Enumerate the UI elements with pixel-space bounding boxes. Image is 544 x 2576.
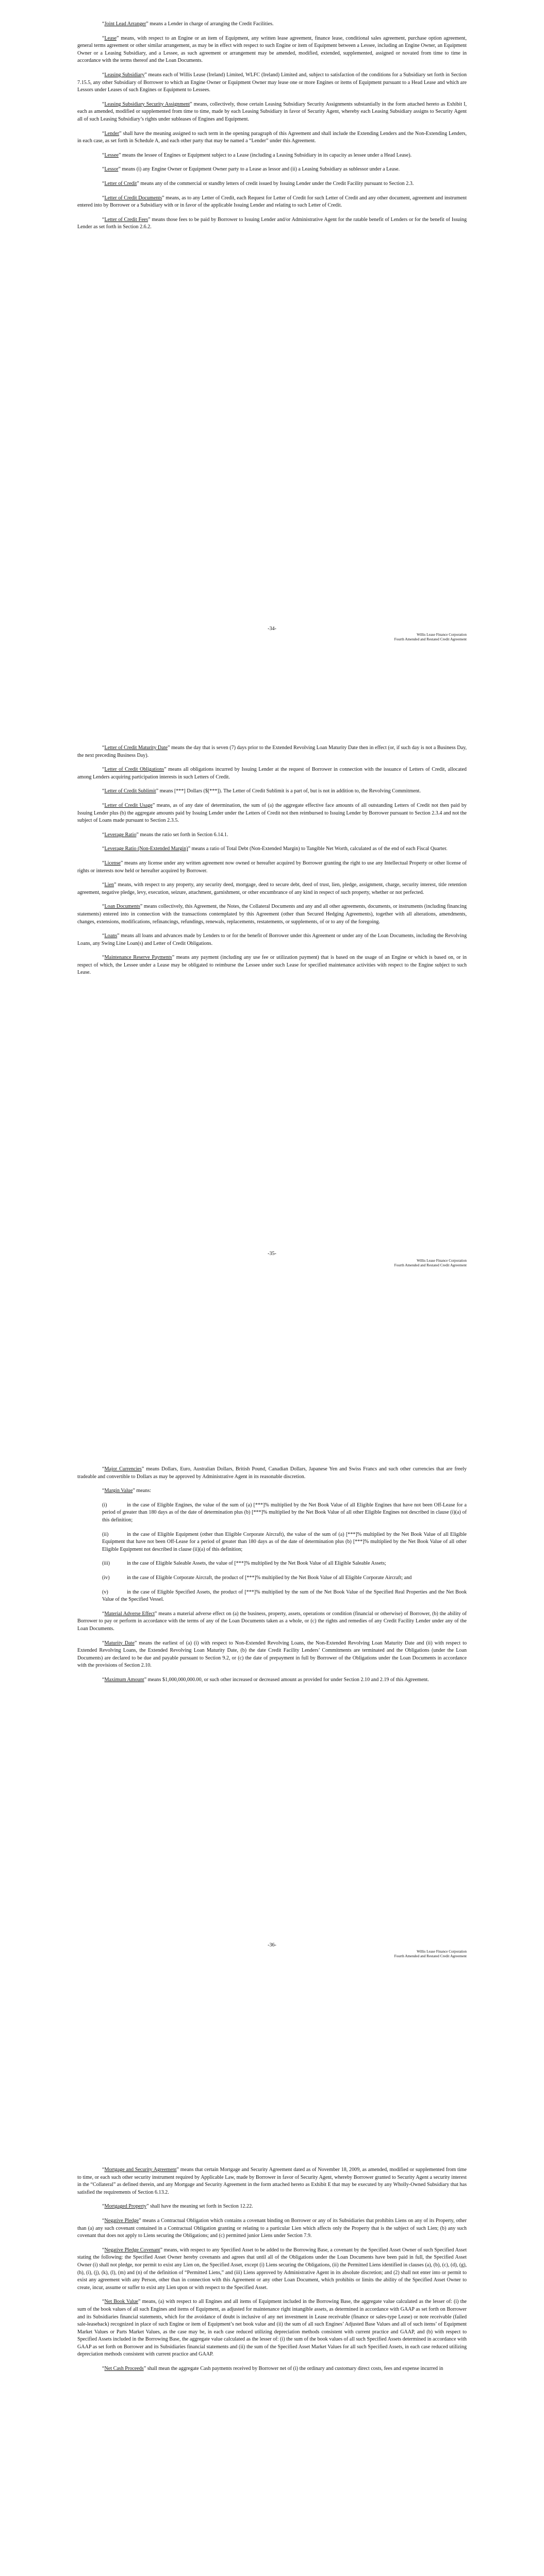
definition: “Negative Pledge” means a Contractual Obligation which contains a covenant binding on Borrower or any of its Subsidiaries that prohibits Liens on any of its Property, other than (a) any such covenant contained in a Contractual Obligation granting or relating to a particular Lien which affects only the Property that is the subject of such Lien; (b) any such covenant that does not apply to Liens securing the Obligations; and (c) permitted junior Liens under Section 7.9. [77, 2217, 467, 2239]
definition: “Leverage Ratio” means the ratio set forth in Section 6.14.1. [102, 832, 228, 838]
page-footer: Willis Lease Finance Corporation Fourth Amended and Restated Credit Agreement [394, 1259, 467, 1267]
page-number: -36- [268, 1942, 276, 1948]
defined-term: Letter of Credit Fees [104, 216, 149, 223]
defined-term: Lessee [104, 152, 119, 158]
defined-term: Joint Lead Arranger [104, 21, 146, 27]
definition: “Lease” means, with respect to an Engine or an item of Equipment, any written lease agreement, finance lease, conditional sales agreement, purchase option agreement, general terms agreement or other similar arrangement, as may be in effect with respect to such Engine or item of Equipment between a Lessee, including an Engine Owner, an Equipment Owner or a Leasing Subsidiary, and a Lessee, as such agreement or arrangement may be amended, modified, extended, supplemented, assigned or novated from time to time in accordance with the terms thereof and the Loan Documents. [77, 35, 467, 64]
defined-term: Leverage Ratio [104, 832, 137, 838]
defined-term: Letter of Credit Maturity Date [104, 745, 168, 751]
definition: “Material Adverse Effect” means a material adverse effect on (a) the business, property, assets, operations or condition (financial or otherwise) of Borrower, (b) the ability of Borrower to pay or perform in accordance with the terms of any of the Loan Documents taken as a whole, or (c) the rights and remedies of any Credit Facility Lender under any of the Loan Documents. [77, 1611, 467, 1632]
definition: “Leasing Subsidiary” means each of Willis Lease (Ireland) Limited, WLFC (Ireland) Limited and, subject to satisfaction of the conditions for a Subsidiary set forth in Section 7.15.5, any other Subsidiary of Borrower to which an Engine Owner or Equipment Owner may lease one or more Engines or items of Equipment pursuant to a Head Lease and which are Lessors under Leases of such Engines or Equipment to Lessees. [77, 72, 467, 93]
page-body [77, 1466, 467, 1690]
page-body [77, 21, 467, 238]
definition: “Mortgaged Property” shall have the meaning set forth in Section 12.22. [102, 2204, 253, 2210]
defined-term: Negative Pledge [104, 2217, 139, 2224]
defined-term: Loan Documents [104, 904, 140, 910]
definition: “Lessor” means (i) any Engine Owner or Equipment Owner party to a Lease as lessor and (ii) a Leasing Subsidiary as sublessor under a Lease. [102, 166, 400, 173]
definition: “Maximum Amount” means $1,000,000,000.00, or such other increased or decreased amount as provided for under Section 2.10 and 2.19 of this Agreement. [102, 1676, 429, 1683]
defined-term: Loans [104, 933, 118, 939]
definition: “Letter of Credit Sublimit” means [***] Dollars ($[***]). The Letter of Credit Sublimit is a part of, but is not in addition to, the Revolving Commitment. [102, 788, 421, 794]
definition: “Negative Pledge Covenant” means, with respect to any Specified Asset to be added to the Borrowing Base, a covenant by the Specified Asset Owner of such Specified Asset stating the following: the Specified Asset Owner hereby covenants and agrees that until all of the Obligations under the Loan Documents have been paid in full, the Specified Asset Owner (i) shall not pledge, nor permit to exist any Lien on, the Specified Asset, except (i) Liens securing the Obligations, (ii) the Permitted Liens identified in clauses (a), (b), (c), (d), (g), (h), (i), (j), (k), (l), (m) and (n) of the definition of “Permitted Liens,” and (iii) Liens approved by Administrative Agent in its absolute discretion; and (2) shall not enter into or permit to exist any agreement with any Person, other than in connection with this Agreement or any other Loan Document, which prohibits or limits the ability of the Specified Asset Owner to create, incur, assume or suffer to exist any Lien upon or with respect to the Specified Asset. [77, 2247, 467, 2291]
definition: “Letter of Credit Fees” means those fees to be paid by Borrower to Issuing Lender and/or Administrative Agent for the ratable benefit of Lenders or for the benefit of Issuing Lender as set forth in Section 2.6.2. [77, 216, 467, 230]
definition: “Maturity Date” means the earliest of (a) (i) with respect to Non-Extended Revolving Loans, the Non-Extended Revolving Loan Maturity Date and (ii) with respect to Extended Revolving Loans, the Extended Revolving Loan Maturity Date, (b) the date Credit Facility Lenders’ Commitments are terminated and the Obligations (under the Loan Documents) are declared to be due and payable pursuant to Section 9.2, or (c) the date of prepayment in full by Borrower of the Obligations under the Loan Documents in accordance with the provisions of Section 2.10. [77, 1640, 467, 1669]
definition: “Letter of Credit Usage” means, as of any date of determination, the sum of (a) the aggregate effective face amounts of all outstanding Letters of Credit not then paid by Issuing Lender plus (b) the aggregate amounts paid by Issuing Lender under the Letters of Credit not then reimbursed to Issuing Lender by Borrower pursuant to Section 2.3.4 and not the subject of Loans made pursuant to Section 2.3.5. [77, 802, 467, 824]
defined-term: Letter of Credit Obligations [104, 767, 164, 773]
definition: “Letter of Credit Documents” means, as to any Letter of Credit, each Request for Letter of Credit for such Letter of Credit and any other document, agreement and instrument entered into by Borrower or a Subsidiary with or in favor of the applicable Issuing Lender and relating to such Letter of Credit. [77, 195, 467, 209]
defined-term: Letter of Credit Documents [104, 195, 162, 201]
defined-term: Maintenance Reserve Payments [104, 955, 172, 961]
definition: “Leasing Subsidiary Security Assignment” means, collectively, those certain Leasing Subsidiary Security Assignments substantially in the form attached hereto as Exhibit I, each as amended, modified or supplemented from time to time, made by each Leasing Subsidiary in favor of Security Agent, whereby each Leasing Subsidiary assigns to Security Agent all of such Leasing Subsidiary’s rights under subleases of Engines and Equipment. [77, 101, 467, 122]
defined-term: Lease [104, 35, 117, 41]
definition: “Joint Lead Arranger” means a Lender in charge of arranging the Credit Facilities. [102, 21, 274, 27]
definition: “Lien” means, with respect to any property, any security deed, mortgage, deed to secure debt, deed of trust, lien, pledge, assignment, charge, security interest, title retention agreement, negative pledge, levy, execution, seizure, attachment, garnishment, or other encumbrance of any kind in respect of such property, whether or not perfected. [77, 882, 467, 895]
defined-term: Leasing Subsidiary Security Assignment [104, 101, 190, 107]
defined-term: Net Cash Proceeds [104, 2366, 144, 2372]
list-item: (ii) in the case of Eligible Equipment (other than Eligible Corporate Aircraft), the value of the sum of (a) [***]% multiplied by the Net Book Value of all Eligible Equipment that have not been Off-Lease for a period of greater than 180 days as of the date of determination plus (b) [***]% multiplied by the Net Book Value of all other Eligible Equipment not described in clause (ii)(a) of this definition; [102, 1531, 467, 1552]
defined-term: Maximum Amount [104, 1676, 144, 1683]
defined-term: Net Book Value [104, 2299, 139, 2305]
page-footer: Willis Lease Finance Corporation Fourth Amended and Restated Credit Agreement [394, 633, 467, 641]
page-36 [0, 1406, 544, 2110]
defined-term: Major Currencies [104, 1466, 142, 1472]
definition: “Net Cash Proceeds” shall mean the aggregate Cash payments received by Borrower net of (i) the ordinary and customary direct costs, fees and expense incurred in [102, 2366, 443, 2372]
definition: “Letter of Credit” means any of the commercial or standby letters of credit issued by Issuing Lender under the Credit Facility pursuant to Section 2.3. [102, 180, 414, 187]
page-footer: Willis Lease Finance Corporation Fourth Amended and Restated Credit Agreement [394, 1950, 467, 1958]
defined-term: Letter of Credit Usage [104, 802, 153, 808]
page-37 [0, 2110, 544, 2576]
defined-term: Margin Value [104, 1488, 133, 1494]
defined-term: Lien [104, 882, 114, 888]
definition: “Net Book Value” means, (a) with respect to all Engines and all items of Equipment included in the Borrowing Base, the aggregate value calculated as the lesser of: (i) the sum of the book values of all such Engines and items of Equipment, as adjusted for maintenance right intangible assets, as determined in accordance with GAAP as set forth on Borrower and its Subsidiaries financial statements, which for the avoidance of doubt is inclusive of any net investment in Lease receivable (finance or sales-type Lease) or note receivable (failed sale-leaseback) recognized in place of such Engine or item of Equipment’s net book value and (ii) the sum of all such Engines’ Adjusted Base Values and all of such items’ of Equipment Market Values or Parts Market Values, as the case may be, in each case reduced utilizing depreciation methods consistent with current practice and GAAP, and (b) with respect to Specified Assets included in the Borrowing Base, the aggregate value calculated as the lesser of: (i) the sum of the book values of all such Specified Assets determined in accordance with GAAP as set forth on Borrower and its Subsidiaries financial statements and (ii) the sum of the Specified Asset Market Values for all such Specified Assets, in each case reduced utilizing depreciation methods consistent with current practice and GAAP. [77, 2299, 467, 2358]
defined-term: Mortgaged Property [104, 2204, 147, 2210]
definition: “Leverage Ratio (Non-Extended Margin)” means a ratio of Total Debt (Non-Extended Margin) to Tangible Net Worth, calculated as of the end of each Fiscal Quarter. [102, 846, 448, 852]
definition: “Mortgage and Security Agreement” means that certain Mortgage and Security Agreement dated as of November 18, 2009, as amended, modified or supplemented from time to time, or each such other security instrument required by Applicable Law, made by Borrower in favor of Security Agent, whereby Borrower granted to Security Agent a security interest in the “Collateral” as defined therein, and any Mortgage and Security Agreement in the form attached hereto as Exhibit E that may be executed by any Wholly-Owned Subsidiary that has satisfied the requirements of Section 6.13.2. [77, 2167, 467, 2195]
definition: “Letter of Credit Obligations” means all obligations incurred by Issuing Lender at the request of Borrower in connection with the issuance of Letters of Credit, allocated among Lenders acquiring participation interests in such Letters of Credit. [77, 767, 467, 780]
defined-term: License [104, 860, 121, 866]
defined-term: Letter of Credit Sublimit [104, 788, 156, 794]
page-number: -35- [268, 1251, 276, 1257]
list-item: (iii) in the case of Eligible Saleable Assets, the value of [***]% multiplied by the Net Book Value of all Eligible Saleable Assets; [102, 1561, 386, 1567]
list-item: (iv) in the case of Eligible Corporate Aircraft, the product of [***]% multiplied by the Net Book Value of all Eligible Corporate Aircraft; and [102, 1574, 412, 1581]
page-number: -34- [268, 626, 276, 632]
page-34 [0, 0, 544, 703]
page-body [77, 744, 467, 984]
defined-term: Leasing Subsidiary [104, 72, 145, 78]
definition: “License” means any license under any written agreement now owned or hereafter acquired by Borrower granting the right to use any Intellectual Property or other license of rights or interests now held or hereafter acquired by Borrower. [77, 860, 467, 874]
definition: “Major Currencies” means Dollars, Euro, Australian Dollars, British Pound, Canadian Dollars, Japanese Yen and Swiss Francs and such other currencies that are freely tradeable and convertible to Dollars as may be approved by Administrative Agent in its reasonable discretion. [77, 1466, 467, 1480]
defined-term: Material Adverse Effect [104, 1611, 155, 1617]
list-item: (i) in the case of Eligible Engines, the value of the sum of (a) [***]% multiplied by the Net Book Value of all Eligible Engines that have not been Off-Lease for a period of greater than 180 days as of the date of determination plus (b) [***]% multiplied by the Net Book Value of all other Eligible Engines not described in clause (i)(a) of this definition; [102, 1502, 467, 1523]
definition: “Lender” shall have the meaning assigned to such term in the opening paragraph of this Agreement and shall include the Extending Lenders and the Non-Extending Lenders, in each case, as set forth in Schedule A, and each other party that may be named a “Lender” under this Agreement. [77, 130, 467, 144]
defined-term: Lender [104, 130, 120, 137]
defined-term: Negative Pledge Covenant [104, 2247, 160, 2253]
definition: “Margin Value” means: [102, 1488, 151, 1494]
definition: “Letter of Credit Maturity Date” means the day that is seven (7) days prior to the Extended Revolving Loan Maturity Date then in effect (or, if such day is not a Business Day, the next preceding Business Day). [77, 745, 467, 758]
definition: “Loan Documents” means collectively, this Agreement, the Notes, the Collateral Documents and any and all other agreements, documents, or instruments (including financing statements) entered into in connection with the transactions contemplated by this Agreement (other than Secured Hedging Agreements), together with all alterations, amendments, changes, extensions, modifications, refinancings, refundings, renewals, replacements, restatements, or supplements, of or to any of the foregoing. [77, 904, 467, 925]
defined-term: Letter of Credit [104, 180, 137, 187]
defined-term: Lessor [104, 166, 119, 173]
definition: “Maintenance Reserve Payments” means any payment (including any use fee or utilization payment) that is based on the usage of an Engine or which is based on, or in respect of which, the Lessee under a Lease may be obligated to reimburse the Lessee under such Lease for specified maintenance activities with respect to the Engine subject to such Lease. [77, 955, 467, 976]
defined-term: Leverage Ratio (Non-Extended Margin) [104, 846, 188, 852]
defined-term: Mortgage and Security Agreement [104, 2167, 177, 2173]
page-35 [0, 703, 544, 1406]
definition: “Loans” means all loans and advances made by Lenders to or for the benefit of Borrower under this Agreement or under any of the Loan Documents, including the Revolving Loans, any Swing Line Loan(s) and Letter of Credit Obligations. [77, 933, 467, 946]
list-item: (v) in the case of Eligible Specified Assets, the product of [***]% multiplied by the sum of the Net Book Value of the Specified Real Properties and the Net Book Value of the Specified Vessel. [102, 1589, 467, 1603]
page-body [77, 2166, 467, 2380]
definition: “Lessee” means the lessee of Engines or Equipment subject to a Lease (including a Leasing Subsidiary in its capacity as lessee under a Head Lease). [102, 152, 412, 158]
defined-term: Maturity Date [104, 1640, 135, 1646]
